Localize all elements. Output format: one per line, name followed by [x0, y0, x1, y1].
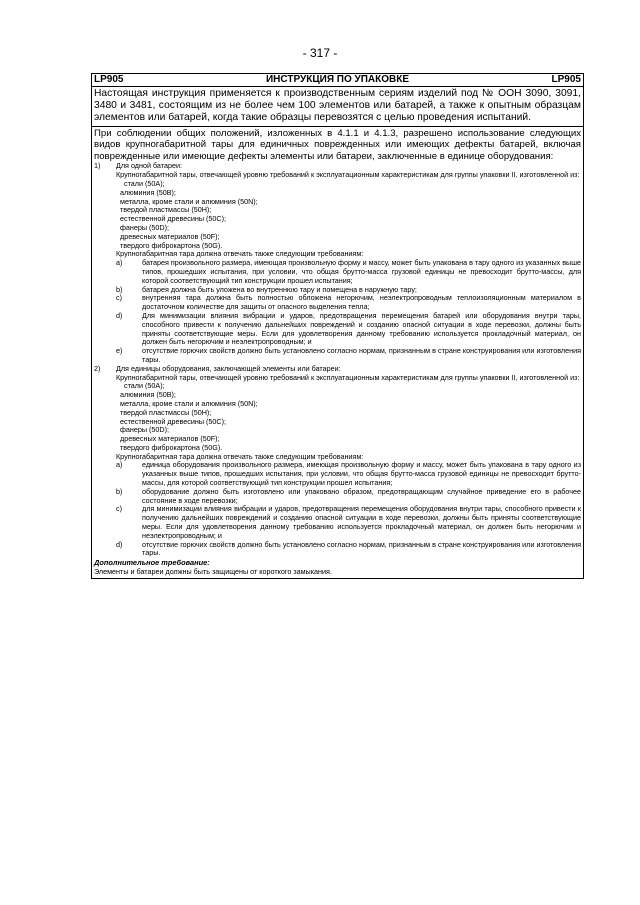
requirement-item — [94, 505, 581, 540]
instruction-header — [92, 74, 583, 87]
requirement-text: внутренняя тара должна быть полностью обложена негорючим, неэлектропроводным теплоизоляционным материалом в достаточном количестве для защиты от опасного выделения тепла; — [142, 293, 581, 312]
additional-requirement-text: Элементы и батареи должны быть защищены от короткого замыкания. — [94, 567, 332, 577]
requirement-item — [94, 259, 581, 285]
section-number: 1) — [94, 161, 101, 171]
material-item: твердого фибрoкартона (50G). — [120, 442, 223, 452]
requirement-item — [94, 541, 581, 559]
requirement-item — [94, 347, 581, 365]
requirement-text: оборудование должно быть изготовлено или упаковано образом, предотвращающим случайное приведение его в рабочее состояние в ходе перевозки; — [142, 486, 581, 505]
requirement-text: батарея произвольного размера, имеющая произвольную форму и массу, может быть упакована в тару одного из указанных выше типов, прошедших испытания, при условии, что общая брутто-масса грузовой единицы не превосходит брутто-массы, для которой соответствующий тип конструкции прошел испытания; — [142, 258, 581, 285]
packaging-intro: Крупногабаритной тары, отвечающей уровню требований к эксплуатационным характеристикам для группы упаковки II, изготовленной из: — [116, 372, 580, 382]
material-item: твердой пластмассы (50H); — [120, 407, 212, 417]
section-equipment — [92, 365, 583, 559]
material-item: естественной древесины (50C); — [120, 416, 227, 426]
requirement-text: отсутствие горючих свойств должно быть установлено согласно нормам, признанным в стране конструирования или изготовления тары. — [142, 539, 581, 558]
section-number: 2) — [94, 363, 101, 373]
material-item: металла, кроме стали и алюминия (50N); — [120, 196, 258, 206]
material-item: естественной древесины (50C); — [120, 214, 227, 224]
materials-list — [94, 180, 581, 250]
material-item: стали (50A); — [124, 381, 165, 391]
requirement-label: c) — [116, 504, 122, 514]
requirement-item — [94, 312, 581, 347]
requirement-item — [94, 488, 581, 506]
section-single-battery — [92, 162, 583, 364]
requirement-text: единица оборудования произвольного размера, имеющая произвольную форму и массу, может быть упакована в тару одного из указанных выше типов, прошедших испытания, при условии, что общая брутто-масса грузовой единицы не превосходит брутто-массы, для которой соответствующий тип конструкции прошел испытания; — [142, 460, 581, 488]
requirement-item — [94, 461, 581, 487]
requirement-text: батарея должна быть уложена во внутреннюю тару и помещена в наружную тару; — [142, 284, 417, 294]
requirement-label: a) — [116, 258, 123, 268]
material-item: стали (50A); — [124, 178, 165, 188]
material-item: алюминия (50B); — [120, 187, 176, 197]
general-conditions: При соблюдении общих положений, изложенных в 4.1.1 и 4.1.3, разрешено использование следующих видов крупногабаритной тары для единичных поврежденных или имеющих дефекты батарей, включая поврежденные или имеющие дефекты элементы или батареи, заключенные в единице оборудования: — [94, 127, 581, 162]
additional-requirement-title: Дополнительное требование: — [94, 558, 210, 568]
packing-instruction-table — [91, 73, 584, 579]
requirement-item — [94, 294, 581, 312]
material-item: древесных материалов (50F); — [120, 434, 220, 444]
section-title: Для единицы оборудования, заключающей элементы или батареи: — [116, 363, 341, 373]
requirement-label: d) — [116, 310, 123, 320]
requirement-text: для минимизации влияния вибрации и ударов, предотвращения перемещения оборудования внутри тары, способного привести к получению дальнейших повреждений и созданию опасной ситуации в ходе перевозки, должны быть приняты соответствующие меры. Если для удовлетворения данному требованию используется прокладочный материал, он должен быть негорючим и неэлектропроводным; и — [142, 504, 581, 540]
instruction-code-left: LP905 — [94, 74, 124, 85]
material-item: твердого фибрoкартона (50G). — [120, 240, 223, 250]
page-number: - 317 - — [302, 46, 338, 60]
instruction-title: ИНСТРУКЦИЯ ПО УПАКОВКЕ — [265, 74, 410, 85]
material-item: твердой пластмассы (50H); — [120, 205, 212, 215]
material-item: фанеры (50D); — [120, 222, 170, 232]
requirement-label: b) — [116, 486, 123, 496]
instruction-scope: Настоящая инструкция применяется к производственным сериям изделий под № ООН 3090, 3091, 3480 и 3481, состоящим из не более чем 100 элементов или батарей, а также к опытным образцам элементов или батарей, когда такие образцы перевозятся с целью проведения испытаний. — [92, 87, 583, 127]
requirement-label: a) — [116, 460, 123, 470]
requirements-intro: Крупногабаритная тара должна отвечать также следующим требованиям: — [116, 249, 364, 259]
requirements-intro: Крупногабаритная тара должна отвечать также следующим требованиям: — [116, 451, 364, 461]
requirement-label: e) — [116, 346, 123, 356]
section-title: Для одной батареи: — [116, 161, 182, 171]
requirement-label: d) — [116, 539, 123, 549]
requirement-text: отсутствие горючих свойств должно быть установлено согласно нормам, признанным в стране конструирования или изготовления тары. — [142, 346, 581, 364]
packaging-intro: Крупногабаритной тары, отвечающей уровню требований к эксплуатационным характеристикам для группы упаковки II, изготовленной из: — [116, 170, 580, 180]
material-item: металла, кроме стали и алюминия (50N); — [120, 398, 258, 408]
material-item: алюминия (50B); — [120, 390, 176, 400]
materials-list — [94, 382, 581, 452]
instruction-code-right: LP905 — [551, 74, 581, 85]
requirement-label: c) — [116, 293, 122, 303]
requirement-text: Для минимизации влияния вибрации и ударов, предотвращения перемещения батарей или оборудования внутри тары, способного привести к получению дальнейших повреждений и созданию опасной ситуации в ходе перевозки, должны быть приняты соответствующие меры. Если для удовлетворения данному требованию используется прокладочный материал, он должен быть негорючим и неэлектропроводным; и — [142, 310, 581, 347]
material-item: древесных материалов (50F); — [120, 231, 220, 241]
material-item: фанеры (50D); — [120, 425, 170, 435]
requirement-label: b) — [116, 284, 123, 294]
